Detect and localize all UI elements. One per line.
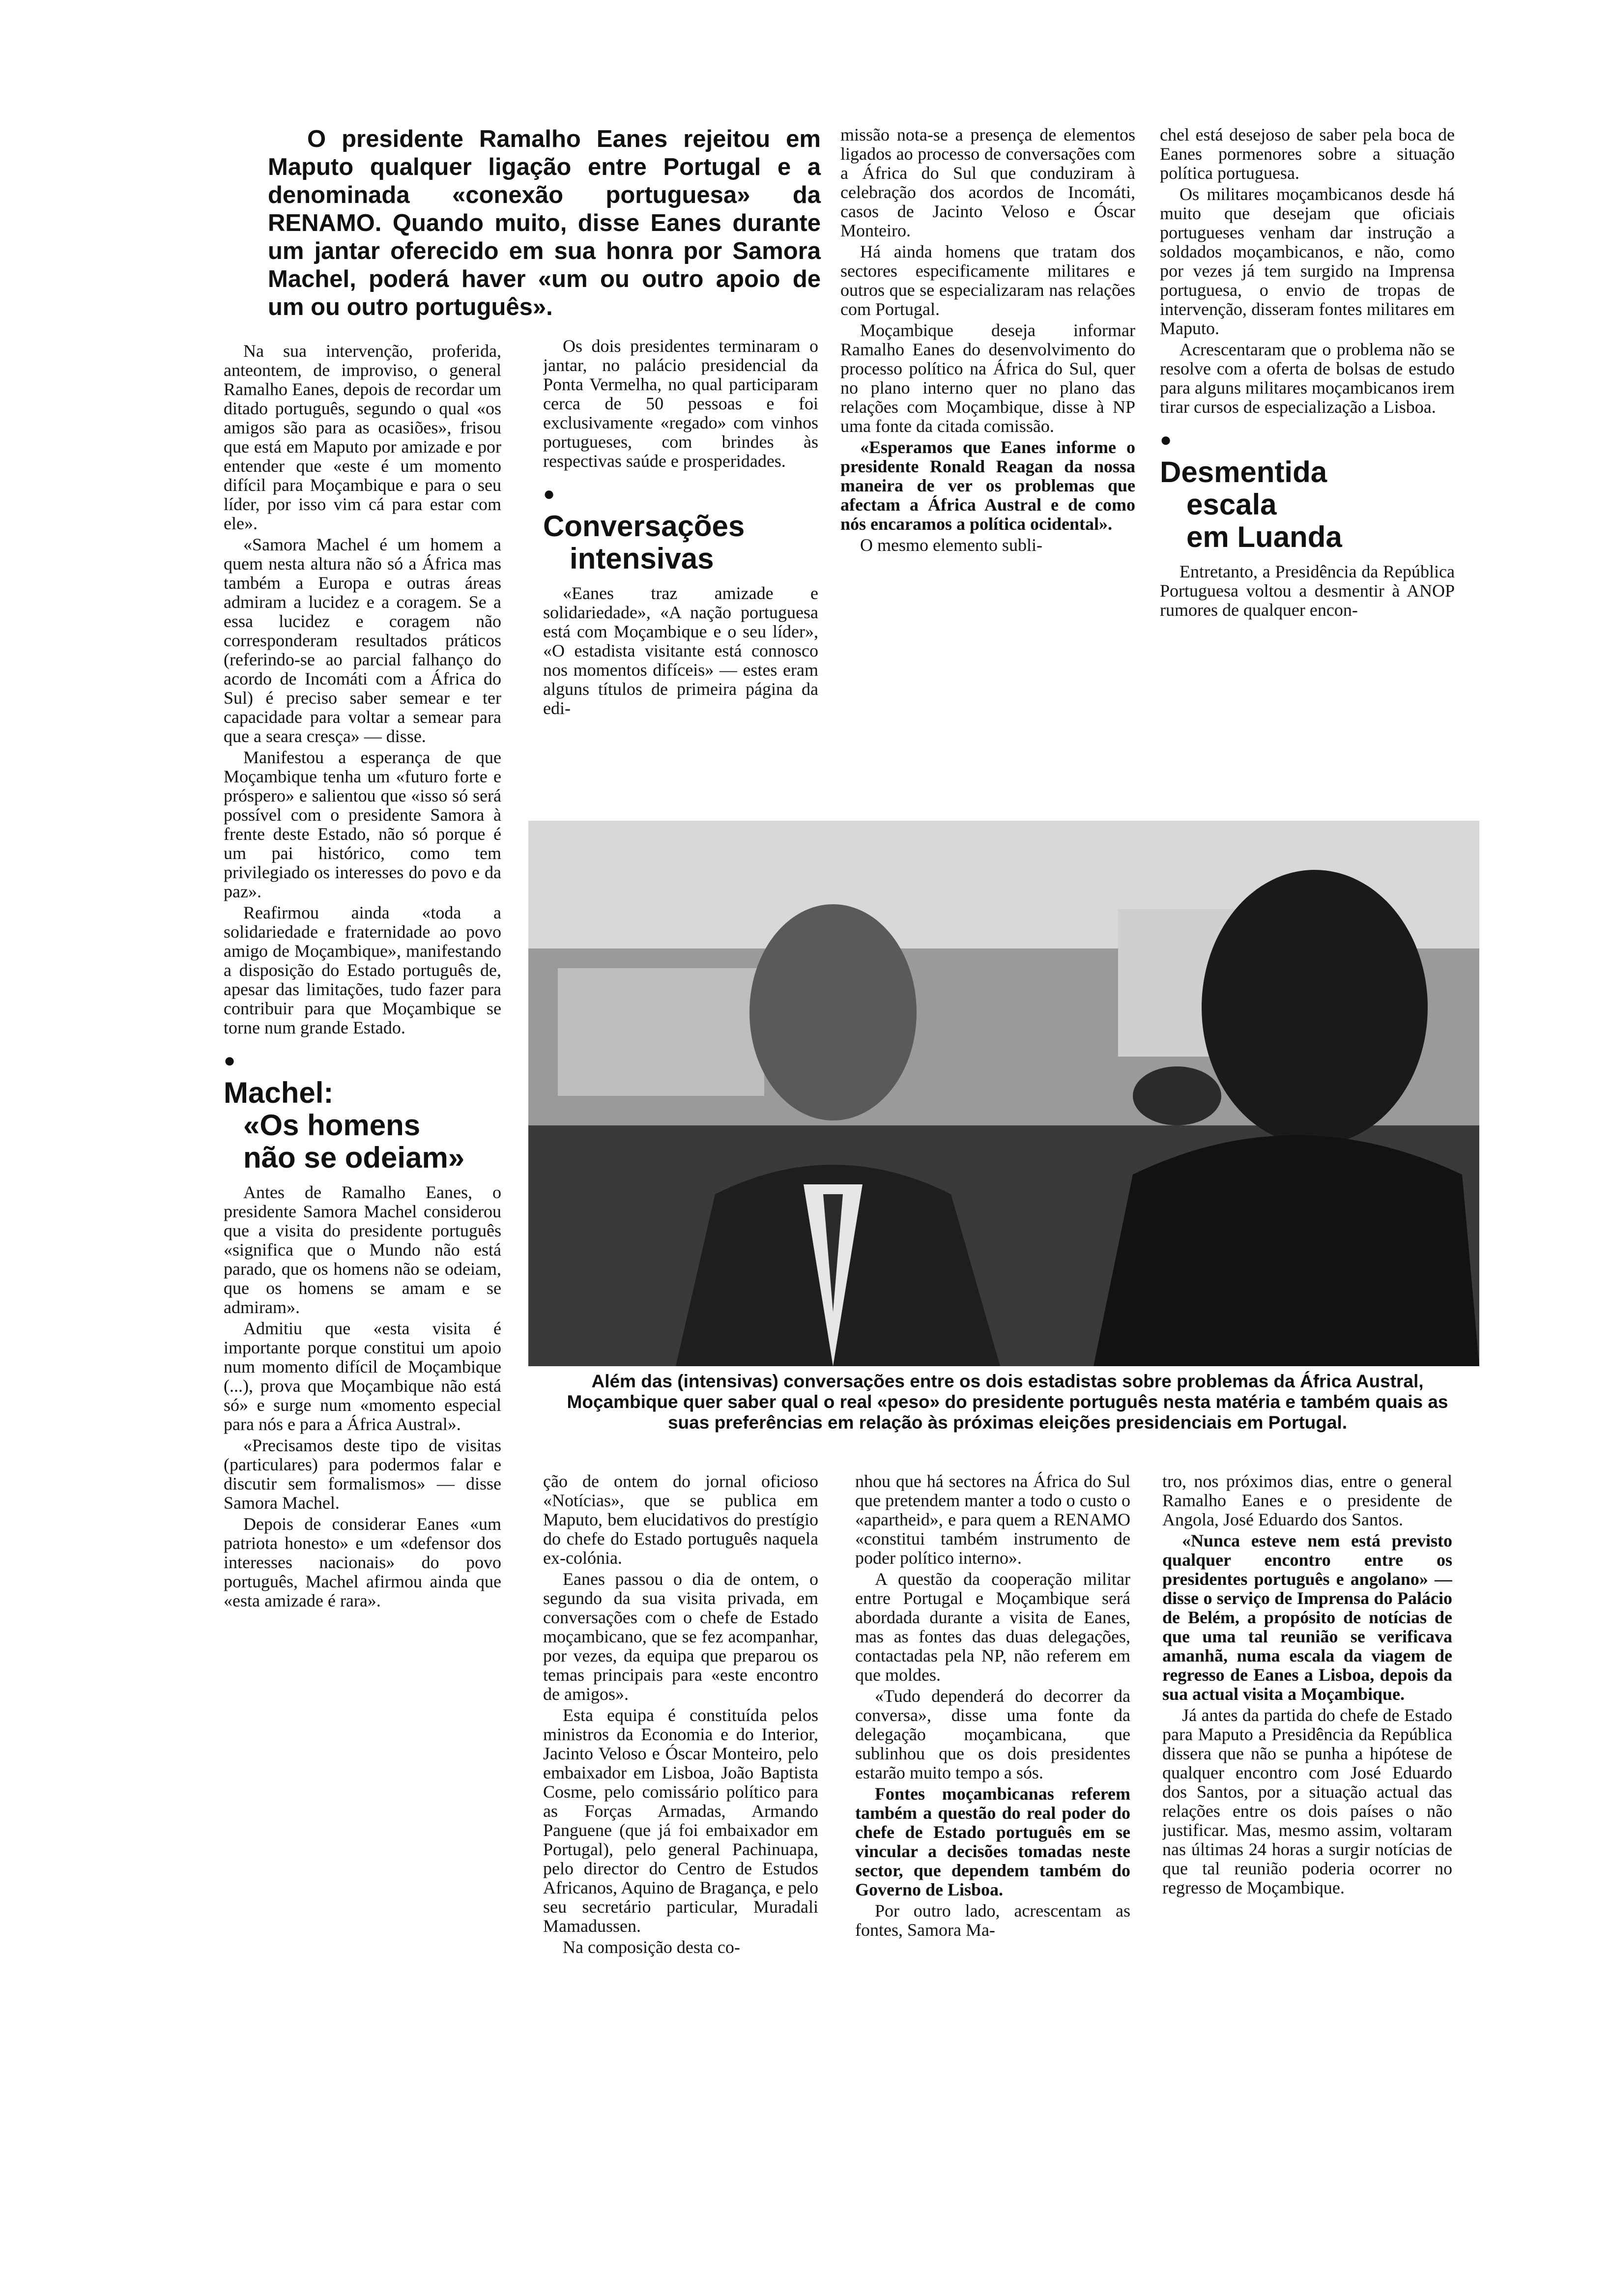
paragraph: nhou que há sectores na África do Sul que pretendem manter a todo o custo o «apartheid», e para quem a RENAMO «constitui também instrumento de poder político interno».	[855, 1472, 1130, 1568]
paragraph: ção de ontem do jornal oficioso «Notícias», que se publica em Maputo, bem elucidativos do prestígio do chefe do Estado português naquela ex-colónia.	[543, 1472, 818, 1568]
bullet-icon: ●	[1160, 429, 1172, 451]
paragraph: chel está desejoso de saber pela boca de Eanes pormenores sobre a situação política portuguesa.	[1160, 125, 1455, 183]
paragraph: missão nota-se a presença de elementos ligados ao processo de conversações com a África do Sul que conduziram à celebração dos acordos de Incomáti, casos de Jacinto Veloso e Óscar Monteiro.	[840, 125, 1135, 240]
paragraph: «Tudo dependerá do decorrer da conversa», disse uma fonte da delegação moçambicana, que sublinhou que os dois presidentes estarão muito tempo a sós.	[855, 1686, 1130, 1782]
subheading-line: não se odeiam»	[243, 1141, 465, 1174]
paragraph: Na composição desta co-	[563, 1937, 740, 1957]
paragraph: Manifestou a esperança de que Moçambique tenha um «futuro forte e próspero» e salientou que «isso só será possível com o presidente Samora à frente deste Estado, não só porque é um pai histórico, como tem privilegiado os interesses do povo e da paz».	[224, 747, 501, 901]
column-1	[224, 342, 501, 2219]
subheading-line: escala	[1186, 488, 1277, 521]
paragraph: Admitiu que «esta visita é importante porque constitui um apoio num momento difícil de Moçambique (...), prova que Moçambique não está só» e surge num «momento especial para nós e para a África Austral».	[224, 1319, 501, 1434]
subheading-line: Conversações	[543, 510, 745, 543]
paragraph: Entretanto, a Presidência da República Portuguesa voltou a desmentir à ANOP rumores de qualquer encon-	[1160, 562, 1455, 620]
paragraph: Fontes moçambicanas referem também a questão do real poder do chefe de Estado português em se vincular a decisões tomadas neste sector, que dependem também do Governo de Lisboa.	[855, 1784, 1130, 1899]
column-4-top	[1160, 125, 1455, 808]
paragraph: O mesmo elemento subli-	[860, 535, 1042, 555]
paragraph: «Eanes traz amizade e solidariedade», «A nação portuguesa está com Moçambique e o seu líder», «O estadista visitante está connosco nos momentos difíceis» — estes eram alguns títulos de primeira página da edi-	[543, 583, 818, 718]
paragraph: «Samora Machel é um homem a quem nesta altura não só a África mas também a Europa e outras áreas admiram a lucidez e a coragem. Se a essa lucidez e coragem não corresponderam resultados práticos (referindo-se ao parcial falhanço do acordo de Incomáti com a África do Sul) é preciso saber semear e ter capacidade para voltar a semear para que a seara cresça» — disse.	[224, 535, 501, 746]
subheading-line: Machel:	[224, 1076, 334, 1109]
column-3-bottom	[855, 1472, 1130, 2219]
paragraph: Antes de Ramalho Eanes, o presidente Samora Machel considerou que a visita do presidente português «significa que o Mundo não está parado, que os homens não se odeiam, que os homens se amam e se admiram».	[224, 1182, 501, 1317]
column-2-bottom	[543, 1472, 818, 2219]
paragraph: Os militares moçambicanos desde há muito que desejam que oficiais portugueses venham dar instrução a soldados moçambicanos, e não, como por vezes já tem surgido na Imprensa portuguesa, o envio de tropas de intervenção, disseram fontes militares em Maputo.	[1160, 184, 1455, 338]
paragraph: Há ainda homens que tratam dos sectores especificamente militares e outros que se especializaram nas relações com Portugal.	[840, 242, 1135, 319]
paragraph: Moçambique deseja informar Ramalho Eanes do desenvolvimento do processo político na África do Sul, quer no plano interno quer no plano das relações com Moçambique, disse à NP uma fonte da citada comissão.	[840, 320, 1135, 436]
paragraph: Os dois presidentes terminaram o jantar, no palácio presidencial da Ponta Vermelha, no qual participaram cerca de 50 pessoas e foi exclusivamente «regado» com vinhos portugueses, com brindes às respectivas saúde e prosperidades.	[543, 337, 818, 471]
subheading-line: «Os homens	[243, 1109, 421, 1142]
subheading-conversacoes	[543, 478, 818, 575]
subheading-machel	[224, 1044, 501, 1174]
bullet-icon: ●	[224, 1050, 236, 1071]
paragraph: Esta equipa é constituída pelos ministros da Economia e do Interior, Jacinto Veloso e Óscar Monteiro, pelo embaixador em Lisboa, João Baptista Cosme, pelo comissário político para as Forças Armadas, Armando Panguene (que já foi embaixador em Portugal), pelo general Pachinuapa, pelo director do Centro de Estudos Africanos, Aquino de Bragança, e pelo seu secretário particular, Muradali Mamadussen.	[543, 1705, 818, 1936]
paragraph: Na sua intervenção, proferida, anteontem, de improviso, o general Ramalho Eanes, depois de recordar um ditado português, segundo o qual «os amigos são para as ocasiões», frisou que está em Maputo por amizade e por entender que «este é um momento difícil para Moçambique e para o seu líder, por isso vim cá para estar com ele».	[224, 342, 501, 533]
lead-paragraph: O presidente Ramalho Eanes rejeitou em Maputo qualquer ligação entre Portugal e a denominada «conexão portuguesa» da RENAMO. Quando muito, disse Eanes durante um jantar oferecido em sua honra por Samora Machel, poderá haver «um ou outro apoio de um ou outro português».	[268, 126, 821, 320]
paragraph: tro, nos próximos dias, entre o general Ramalho Eanes e o presidente de Angola, José Eduardo dos Santos.	[1162, 1472, 1452, 1529]
paragraph: Depois de considerar Eanes «um patriota honesto» e um «defensor dos interesses nacionais» do povo português, Machel afirmou ainda que «esta amizade é rara».	[224, 1514, 501, 1610]
column-4-bottom	[1162, 1472, 1452, 2219]
bullet-icon: ●	[543, 483, 555, 505]
paragraph: Por outro lado, acrescentam as fontes, Samora Ma-	[855, 1901, 1130, 1940]
column-3-top	[840, 125, 1135, 808]
subheading-line: em Luanda	[1186, 520, 1342, 553]
news-photo	[528, 821, 1479, 1366]
paragraph: Acrescentaram que o problema não se resolve com a oferta de bolsas de estudo para alguns militares moçambicanos irem tirar cursos de especialização a Lisboa.	[1160, 340, 1455, 417]
paragraph: A questão da cooperação militar entre Portugal e Moçambique será abordada durante a visita de Eanes, mas as fontes das duas delegações, contactadas pela NP, não referem em que moldes.	[855, 1569, 1130, 1685]
subheading-line: intensivas	[570, 542, 714, 575]
paragraph: «Precisamos deste tipo de visitas (particulares) para podermos falar e discutir sem formalismos» — disse Samora Machel.	[224, 1435, 501, 1513]
paragraph: Eanes passou o dia de ontem, o segundo da sua visita privada, em conversações com o chefe de Estado moçambicano, que se fez acompanhar, por vezes, da equipa que preparou os temas principais para «este encontro de amigos».	[543, 1569, 818, 1704]
photo-caption: Além das (intensivas) conversações entre os dois estadistas sobre problemas da África Austral, Moçambique quer saber qual o real «peso» do presidente português nesta matéria e também quais as suas preferências em relação às próximas eleições presidenciais em Portugal.	[567, 1371, 1448, 1433]
paragraph: «Esperamos que Eanes informe o presidente Ronald Reagan da nossa maneira de ver os problemas que afectam a África Austral e de como nós encaramos a política ocidental».	[840, 437, 1135, 534]
paragraph: «Nunca esteve nem está previsto qualquer encontro entre os presidentes português e angolano» — disse o serviço de Imprensa do Palácio de Belém, a propósito de notícias de que uma tal reunião se verificava amanhã, numa escala da viagem de regresso de Eanes a Lisboa, depois da sua actual visita a Moçambique.	[1162, 1531, 1452, 1704]
paragraph: Já antes da partida do chefe de Estado para Maputo a Presidência da República dissera que não se punha a hipótese de qualquer encontro com José Eduardo dos Santos, por a situação actual das relações entre os dois países o não justificar. Mas, mesmo assim, voltaram nas últimas 24 horas a surgir notícias de que tal reunião poderia ocorrer no regresso de Moçambique.	[1162, 1705, 1452, 1897]
subheading-line: Desmentida	[1160, 456, 1327, 488]
paragraph: Reafirmou ainda «toda a solidariedade e fraternidade ao povo amigo de Moçambique», manifestando a disposição do Estado português de, apesar das limitações, tudo fazer para contribuir para que Moçambique se torne num grande Estado.	[224, 903, 501, 1037]
column-2-top	[543, 337, 818, 808]
subheading-desmentida	[1160, 424, 1455, 553]
